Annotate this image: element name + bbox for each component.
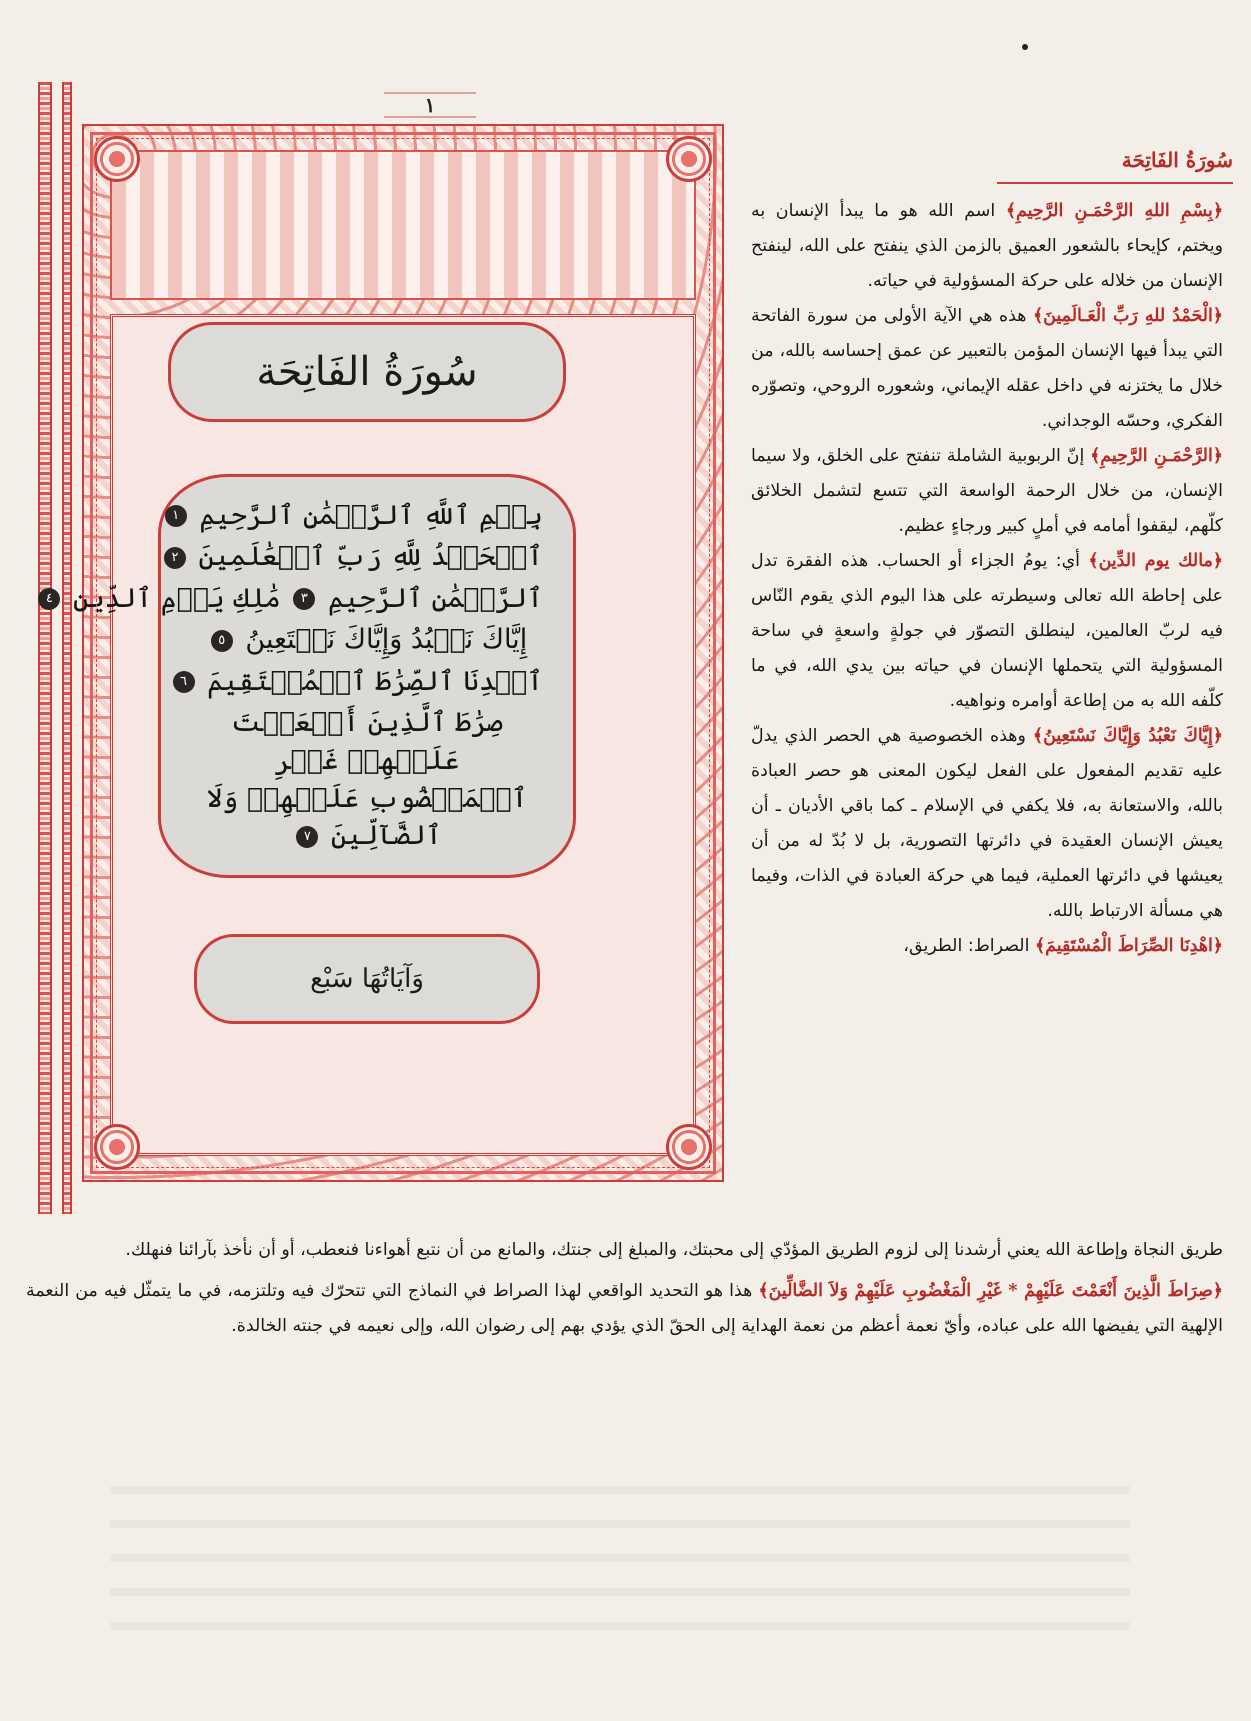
verse-text: ٱهۡدِنَا ٱلصِّرَٰطَ ٱلۡمُسۡتَقِيمَ <box>207 665 543 697</box>
verse-line <box>180 663 543 701</box>
surah-title-panel <box>168 322 566 422</box>
paragraph-text: أي: يومُ الجزاء أو الحساب. هذه الفقرة تدل على إحاطة الله تعالى وسيطرته على هذا اليوم الذي يقوم النّاس فيه لربّ العالمين، لينطلق التصوّر في جولةٍ واسعةٍ في ساحة المسؤولية التي يتحملها الإنسان في حياته بين يدي الله، في ما كلّفه الله به من إطاعة أوامره ونواهيه. <box>751 551 1223 711</box>
verse-text: مَٰلِكِ يَوۡمِ ٱلدِّينِ <box>73 582 281 614</box>
verse-text: ٱلرَّحۡمَٰنِ ٱلرَّحِيمِ <box>327 582 543 614</box>
ornament-frame <box>45 124 724 1182</box>
quran-quote: ﴿اهْدِنَا الصِّرَاطَ الْمُسْتَقِيمَ﴾ <box>1034 936 1223 956</box>
corner-rosette-icon <box>666 136 712 182</box>
commentary-paragraph <box>751 299 1223 439</box>
quran-quote: ﴿الرَّحْمَـنِ الرَّحِيمِ﴾ <box>1090 446 1223 466</box>
verse-count-panel <box>194 934 540 1024</box>
verse-count-label: وَآيَاتُهَا سَبْع <box>310 964 424 994</box>
border-bar-inner <box>62 82 72 1214</box>
quran-quote: ﴿بِسْمِ اللهِ الرَّحْمَـنِ الرَّحِيمِ﴾ <box>1005 201 1224 221</box>
ornamental-column <box>38 82 730 1214</box>
page-dot <box>1022 44 1028 50</box>
ayah-number-icon: ١ <box>165 505 187 527</box>
ayah-number-icon: ٦ <box>173 671 195 693</box>
ornament-inner-frame <box>110 314 696 1156</box>
ayah-number-icon: ٧ <box>296 826 318 848</box>
border-bar-outer <box>38 82 52 1214</box>
verse-panel <box>45 474 576 878</box>
paragraph-text: هذه هي الآية الأولى من سورة الفاتحة التي يبدأ فيها الإنسان المؤمن بالتعبير عن عمق إحساسه بالله، من خلال ما يختزنه في داخل عقله الإيماني، وشعوره الروحي، وتصوّره الفكري، وحسّه الوجداني. <box>751 306 1223 431</box>
quran-quote: ﴿إِيَّاكَ نَعْبُدُ وَإِيَّاكَ نَسْتَعِينُ﴾ <box>1032 726 1223 746</box>
commentary-paragraph <box>26 1274 1223 1344</box>
surah-title: سُورَةُ الفَاتِحَة <box>256 349 478 395</box>
verse-text: صِرَٰطَ ٱلَّذِينَ أَنۡعَمۡتَ عَلَيۡهِمۡ غَيۡرِ ٱلۡمَغۡضُوبِ عَلَيۡهِمۡ وَلَا ٱلضَّآلِّينَ <box>206 706 528 852</box>
paragraph-text: إنّ الربوبية الشاملة تنفتح على الخلق، ولا سيما الإنسان، من خلال الرحمة الواسعة التي تتسع لتشمل الخلائق كلّهم، ليقفوا أمامه في أملٍ كبير ورجاءٍ عظيم. <box>751 446 1223 536</box>
verse-line <box>45 580 543 618</box>
paragraph-text: الصراط: الطريق، <box>903 936 1035 956</box>
paragraph-text: هذا هو التحديد الواقعي لهذا الصراط في النماذج التي تتحرّك فيه وتلتزمه، في ما يتمثّل فيه من النعمة الإلهية التي يفيضها الله على عباده، وأيّ نعمة أعظم من نعمة الهداية إلى الحقّ الذي يؤدي بهم إلى رضوان الله، وإلى نعيمه في جنته الخالدة. <box>26 1281 1223 1336</box>
verse-text: بِسۡمِ ٱللَّهِ ٱلرَّحۡمَٰنِ ٱلرَّحِيمِ <box>199 499 543 531</box>
paragraph-text: وهذه الخصوصية هي الحصر الذي يدلّ عليه تقديم المفعول على الفعل ليكون المعنى هو حصر العبادة بالله، والاستعانة به، فلا يكفي في الإسلام ـ كما باقي الأديان ـ أن يعيش الإنسان العقيدة في دائرتها التصورية، بل لا بُدّ له من أن يعيشها في دائرتها العملية، فيما هي حركة العبادة في الذات، وفيما هي مسألة الارتباط بالله. <box>751 726 1223 921</box>
verse-line <box>172 497 543 535</box>
commentary-paragraph <box>751 929 1223 964</box>
show-through-texture <box>110 1460 1130 1650</box>
paragraph-text: اسم الله هو ما يبدأ الإنسان به ويختم، كإيحاء بالشعور العميق بالزمن الذي ينفتح على الله، لينفتح الإنسان من خلاله على حركة المسؤولية في حياته. <box>751 201 1223 291</box>
verse-line <box>191 704 543 855</box>
corner-rosette-icon <box>666 1124 712 1170</box>
page-number: ١ <box>384 92 476 118</box>
commentary-paragraph <box>26 1233 1223 1268</box>
commentary-paragraph <box>751 544 1223 719</box>
verse-text: إِيَّاكَ نَعۡبُدُ وَإِيَّاكَ نَسۡتَعِينُ <box>245 624 528 656</box>
ayah-number-icon: ٤ <box>38 588 60 610</box>
full-width-text <box>26 1233 1223 1344</box>
corner-rosette-icon <box>94 136 140 182</box>
ayah-number-icon: ٢ <box>164 547 186 569</box>
commentary-paragraph <box>751 439 1223 544</box>
commentary-column <box>751 194 1223 964</box>
verse-text: ٱلۡحَمۡدُ لِلَّهِ رَبِّ ٱلۡعَٰلَمِينَ <box>198 541 543 573</box>
ayah-number-icon: ٥ <box>211 630 233 652</box>
quran-quote: ﴿الْحَمْدُ للهِ رَبِّ الْعَـالَمِينَ﴾ <box>1032 306 1223 326</box>
commentary-paragraph <box>751 719 1223 929</box>
ayah-number-icon: ٣ <box>293 588 315 610</box>
quran-quote: ﴿مالك يوم الدِّين﴾ <box>1088 551 1223 571</box>
corner-rosette-icon <box>94 1124 140 1170</box>
paragraph-text: طريق النجاة وإطاعة الله يعني أرشدنا إلى لزوم الطريق المؤدّي إلى محبتك، والمبلغ إلى جنتك، والمانع من أن نتبع أهواءنا فنعطب، أو أن نأخذ بآرائنا فنهلك. <box>125 1240 1223 1260</box>
verse-line <box>171 538 543 576</box>
quran-quote: ﴿صِرَاطَ الَّذِينَ أَنْعَمْتَ عَلَيْهِمْ * غَيْرِ الْمَغْضُوبِ عَلَيْهِمْ وَلاَ الضَّالِّينَ﴾ <box>758 1281 1224 1301</box>
ornament-top-band <box>110 150 696 300</box>
commentary-paragraph <box>751 194 1223 299</box>
running-header: سُورَةُ الفَاتِحَة <box>997 148 1233 184</box>
verse-line <box>191 621 543 659</box>
